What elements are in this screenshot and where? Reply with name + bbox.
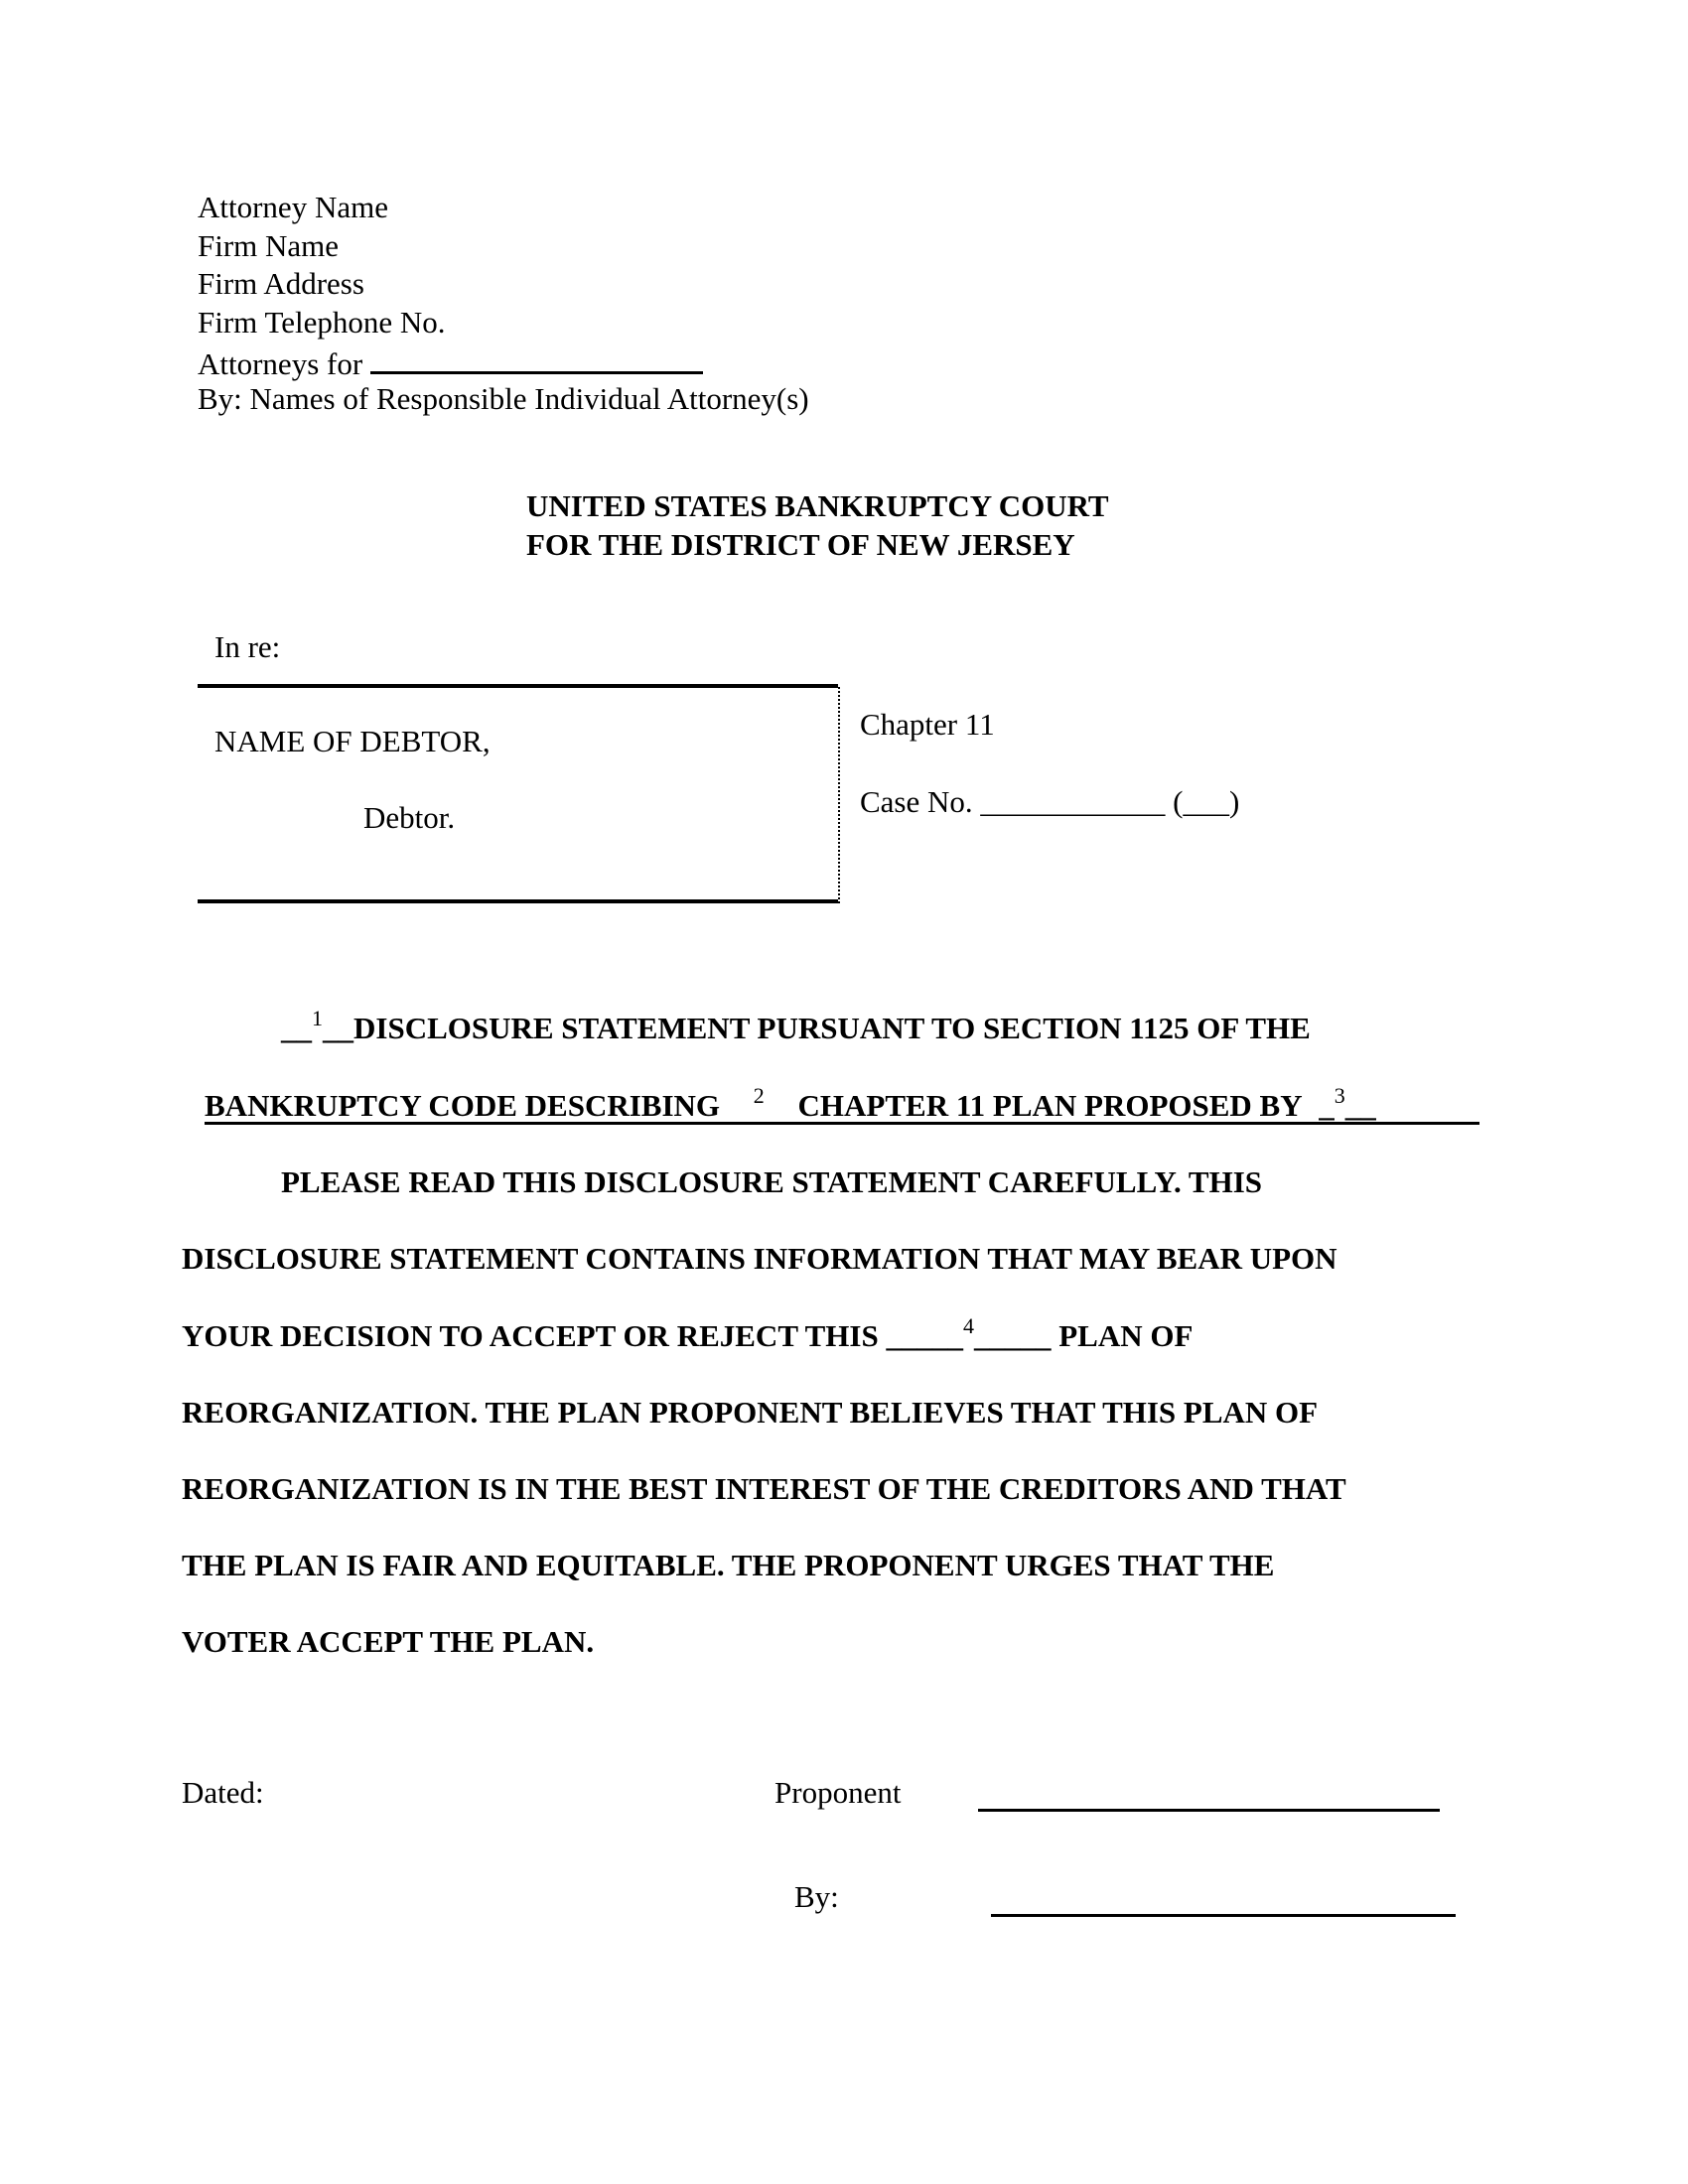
dated-label: Dated: bbox=[182, 1775, 264, 1810]
notice-line-3-a: YOUR DECISION TO ACCEPT OR REJECT THIS bbox=[182, 1318, 879, 1353]
notice-line-1: PLEASE READ THIS DISCLOSURE STATEMENT CAREFULLY. THIS bbox=[281, 1164, 1263, 1199]
attorney-block bbox=[198, 189, 809, 418]
notice-line-2: DISCLOSURE STATEMENT CONTAINS INFORMATION THAT MAY BEAR UPON bbox=[182, 1241, 1337, 1276]
title-blank-3a[interactable]: _ bbox=[1319, 1088, 1335, 1123]
title-line-2 bbox=[205, 1083, 1376, 1124]
footnote-4[interactable]: 4 bbox=[962, 1313, 974, 1338]
court-line-1: UNITED STATES BANKRUPTCY COURT bbox=[526, 488, 1109, 523]
court-line-2: FOR THE DISTRICT OF NEW JERSEY bbox=[526, 527, 1075, 562]
chapter-label: Chapter 11 bbox=[860, 707, 995, 742]
notice-line-7: VOTER ACCEPT THE PLAN. bbox=[182, 1624, 595, 1659]
firm-telephone: Firm Telephone No. bbox=[198, 304, 446, 340]
title-line-1-text: __DISCLOSURE STATEMENT PURSUANT TO SECTION 1125 OF THE bbox=[323, 1011, 1311, 1045]
notice-line-6: THE PLAN IS FAIR AND EQUITABLE. THE PROPONENT URGES THAT THE bbox=[182, 1548, 1275, 1582]
case-no-paren-open: ( bbox=[1173, 784, 1184, 819]
notice-blank-b[interactable]: _____ bbox=[973, 1318, 1052, 1353]
notice-blank-a[interactable]: _____ bbox=[886, 1318, 963, 1353]
proponent-signature-line[interactable] bbox=[978, 1809, 1440, 1812]
caption-top-rule bbox=[198, 684, 838, 688]
case-number-line bbox=[860, 784, 1239, 820]
attorneys-for-label: Attorneys for bbox=[198, 346, 363, 381]
in-re-label: In re: bbox=[214, 629, 281, 664]
footnote-1[interactable]: 1 bbox=[312, 1006, 323, 1030]
attorneys-for-blank[interactable] bbox=[370, 341, 703, 374]
proponent-label: Proponent bbox=[774, 1775, 902, 1810]
notice-line-3-b: PLAN OF bbox=[1058, 1318, 1194, 1353]
debtor-label: Debtor. bbox=[363, 800, 456, 835]
case-no-paren-close: ) bbox=[1228, 784, 1240, 819]
title-line-2-a: BANKRUPTCY CODE DESCRIBING bbox=[205, 1088, 721, 1123]
firm-name: Firm Name bbox=[198, 227, 340, 263]
notice-line-5: REORGANIZATION IS IN THE BEST INTEREST OF THE CREDITORS AND THAT bbox=[182, 1471, 1346, 1506]
responsible-attorneys: By: Names of Responsible Individual Attorney(s) bbox=[198, 380, 809, 416]
notice-line-3 bbox=[182, 1313, 1194, 1354]
court-heading bbox=[526, 486, 1109, 564]
by-label: By: bbox=[794, 1879, 839, 1914]
attorneys-for-line bbox=[198, 341, 809, 380]
title-line-1 bbox=[281, 1006, 1311, 1046]
debtor-name: NAME OF DEBTOR, bbox=[214, 724, 491, 758]
title-blank-3b[interactable]: __ bbox=[1344, 1088, 1376, 1123]
title-line-2-b: CHAPTER 11 PLAN PROPOSED BY bbox=[797, 1088, 1302, 1123]
case-no-judge-blank[interactable]: ___ bbox=[1183, 784, 1229, 819]
firm-address: Firm Address bbox=[198, 266, 364, 301]
attorney-name: Attorney Name bbox=[198, 190, 388, 224]
caption-divider bbox=[838, 687, 840, 903]
footnote-3[interactable]: 3 bbox=[1334, 1083, 1345, 1108]
case-no-blank[interactable]: ____________ bbox=[980, 784, 1166, 819]
title-underline bbox=[205, 1122, 1479, 1125]
case-no-label: Case No. bbox=[860, 784, 973, 819]
footnote-2[interactable]: 2 bbox=[753, 1083, 765, 1108]
notice-line-4: REORGANIZATION. THE PLAN PROPONENT BELIEVES THAT THIS PLAN OF bbox=[182, 1395, 1319, 1430]
by-signature-line[interactable] bbox=[991, 1914, 1456, 1917]
caption-bottom-rule bbox=[198, 899, 838, 903]
title-blank-1[interactable]: __ bbox=[281, 1011, 312, 1045]
